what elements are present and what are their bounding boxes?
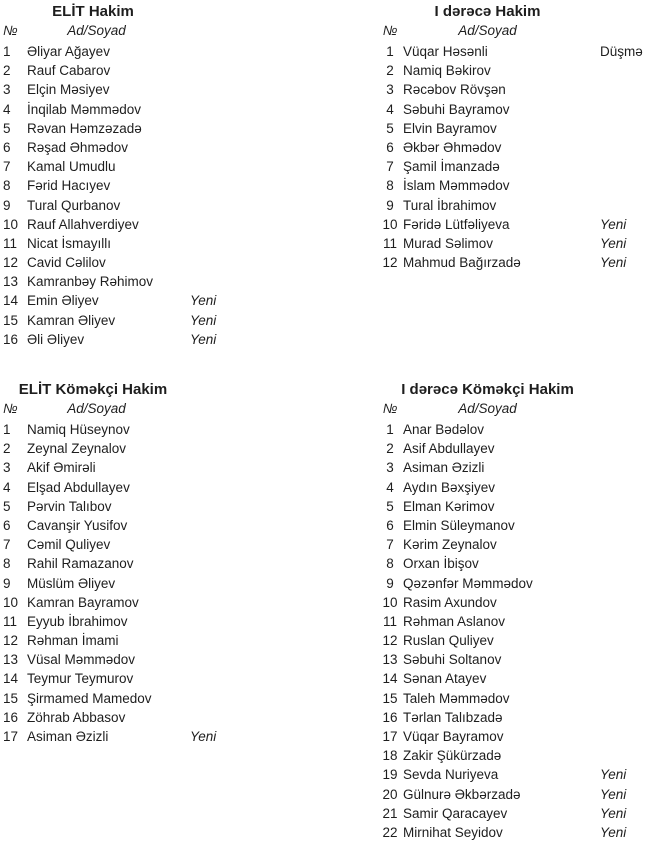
list-row bbox=[325, 727, 650, 746]
row-number: 19 bbox=[382, 767, 398, 783]
list-row bbox=[0, 439, 325, 458]
name-list bbox=[0, 42, 325, 349]
row-status bbox=[592, 631, 650, 650]
list-row bbox=[0, 196, 325, 215]
list-row bbox=[0, 689, 325, 708]
list-row bbox=[325, 554, 650, 573]
section-i-derece-komekci-hakim bbox=[325, 380, 650, 842]
list-row bbox=[325, 746, 650, 765]
row-status bbox=[592, 119, 650, 138]
row-number: 5 bbox=[3, 498, 11, 514]
row-name: Gülnurə Əkbərzadə bbox=[403, 786, 521, 802]
col-header-name: Ad/Soyad bbox=[67, 401, 126, 416]
row-number: 13 bbox=[3, 274, 19, 290]
row-number: 7 bbox=[386, 537, 394, 553]
row-status: Yeni bbox=[190, 331, 217, 347]
row-name: Orxan İbişov bbox=[403, 556, 479, 572]
row-number: 8 bbox=[3, 178, 11, 194]
row-status bbox=[186, 458, 246, 477]
row-name: Teymur Teymurov bbox=[27, 671, 134, 687]
row-status: Yeni bbox=[600, 235, 627, 251]
list-row bbox=[325, 119, 650, 138]
row-status bbox=[186, 689, 246, 708]
list-row bbox=[325, 535, 650, 554]
row-number: 4 bbox=[386, 101, 394, 117]
col-header-no: № bbox=[3, 23, 18, 38]
row-name: Qəzənfər Məmmədov bbox=[403, 575, 533, 591]
list-row bbox=[0, 234, 325, 253]
row-number: 11 bbox=[382, 235, 397, 251]
list-row bbox=[325, 215, 650, 234]
row-status: Yeni bbox=[600, 767, 627, 783]
row-name: Sevda Nuriyeva bbox=[403, 767, 499, 783]
list-row bbox=[0, 554, 325, 573]
list-row bbox=[325, 61, 650, 80]
col-header-no: № bbox=[382, 23, 398, 38]
row-status: Yeni bbox=[190, 293, 217, 309]
row-name: Rauf Cabarov bbox=[27, 63, 111, 79]
row-number: 3 bbox=[3, 82, 11, 98]
row-number: 15 bbox=[382, 690, 398, 706]
list-row bbox=[0, 458, 325, 477]
list-row bbox=[0, 631, 325, 650]
section-title: I dərəcə Hakim bbox=[434, 3, 541, 20]
row-number: 9 bbox=[3, 197, 11, 213]
row-status: Yeni bbox=[190, 729, 217, 744]
row-status bbox=[186, 272, 246, 291]
row-name: Mirnihat Seyidov bbox=[403, 824, 503, 840]
section-elit-hakim bbox=[0, 2, 325, 349]
row-number: 5 bbox=[386, 498, 394, 514]
row-number: 7 bbox=[3, 537, 11, 553]
row-status bbox=[186, 574, 246, 593]
row-number: 10 bbox=[382, 594, 398, 610]
section-i-derece-hakim bbox=[325, 2, 650, 272]
list-row bbox=[325, 593, 650, 612]
row-status bbox=[186, 650, 246, 669]
row-name: Mahmud Bağırzadə bbox=[403, 255, 521, 271]
row-status bbox=[186, 234, 246, 253]
row-number: 2 bbox=[3, 441, 11, 457]
row-status: Yeni bbox=[600, 824, 627, 840]
list-row bbox=[325, 650, 650, 669]
list-row bbox=[0, 535, 325, 554]
row-name: Kamran Əliyev bbox=[27, 312, 116, 328]
list-row bbox=[0, 420, 325, 439]
row-status bbox=[592, 535, 650, 554]
row-status bbox=[186, 100, 246, 119]
row-number: 10 bbox=[3, 216, 19, 232]
row-number: 8 bbox=[386, 556, 394, 572]
row-status bbox=[592, 516, 650, 535]
row-name: Səbuhi Bayramov bbox=[403, 101, 510, 117]
row-status bbox=[186, 554, 246, 573]
row-name: Tural İbrahimov bbox=[403, 197, 497, 213]
row-status bbox=[186, 535, 246, 554]
list-row bbox=[325, 689, 650, 708]
list-row bbox=[325, 196, 650, 215]
name-list bbox=[325, 42, 650, 272]
row-name: Şamil İmanzadə bbox=[403, 159, 500, 175]
column-headers bbox=[325, 21, 650, 40]
section-title: I dərəcə Köməkçi Hakim bbox=[401, 381, 574, 398]
row-status bbox=[592, 727, 650, 746]
row-name: Kamal Umudlu bbox=[27, 159, 116, 175]
row-name: Rauf Allahverdiyev bbox=[27, 216, 139, 232]
row-number: 16 bbox=[3, 331, 19, 347]
row-number: 4 bbox=[3, 101, 11, 117]
list-row bbox=[0, 291, 325, 310]
row-name: Sənan Atayev bbox=[403, 671, 487, 687]
list-row bbox=[325, 100, 650, 119]
row-number: 10 bbox=[382, 216, 398, 232]
list-row bbox=[0, 272, 325, 291]
row-number: 15 bbox=[3, 690, 19, 706]
row-number: 1 bbox=[3, 44, 11, 59]
row-status bbox=[592, 80, 650, 99]
row-status bbox=[592, 138, 650, 157]
row-status: Yeni bbox=[190, 312, 217, 328]
row-number: 17 bbox=[382, 729, 398, 744]
row-status bbox=[186, 593, 246, 612]
row-number: 8 bbox=[3, 556, 11, 572]
row-name: Cavid Cəlilov bbox=[27, 255, 106, 271]
list-row bbox=[0, 80, 325, 99]
list-row bbox=[325, 458, 650, 477]
list-row bbox=[325, 804, 650, 823]
row-name: Rəşad Əhmədov bbox=[27, 139, 128, 155]
row-name: Murad Səlimov bbox=[403, 235, 494, 251]
row-name: Rəhman İmami bbox=[27, 633, 119, 649]
row-name: Elçin Məsiyev bbox=[27, 82, 110, 98]
list-row bbox=[325, 42, 650, 61]
list-row bbox=[0, 311, 325, 330]
row-number: 2 bbox=[386, 441, 394, 457]
row-name: Əkbər Əhmədov bbox=[403, 139, 502, 155]
column-headers bbox=[325, 399, 650, 418]
row-name: Kamranbəy Rəhimov bbox=[27, 274, 154, 290]
column-headers bbox=[0, 21, 325, 40]
list-row bbox=[325, 497, 650, 516]
row-number: 11 bbox=[382, 613, 397, 629]
row-number: 7 bbox=[3, 159, 11, 175]
list-row bbox=[325, 420, 650, 439]
list-row bbox=[0, 708, 325, 727]
row-status bbox=[186, 497, 246, 516]
row-number: 4 bbox=[386, 479, 394, 495]
list-row bbox=[0, 669, 325, 688]
list-row bbox=[325, 234, 650, 253]
row-number: 14 bbox=[3, 671, 19, 687]
row-number: 5 bbox=[3, 120, 11, 136]
row-status bbox=[186, 176, 246, 195]
list-row bbox=[0, 497, 325, 516]
row-status bbox=[592, 689, 650, 708]
list-row bbox=[325, 574, 650, 593]
list-row bbox=[325, 785, 650, 804]
row-name: Samir Qaracayev bbox=[403, 805, 508, 821]
row-status bbox=[592, 157, 650, 176]
row-status bbox=[592, 574, 650, 593]
row-name: Kərim Zeynalov bbox=[403, 537, 497, 553]
list-row bbox=[325, 478, 650, 497]
row-status bbox=[186, 439, 246, 458]
name-list bbox=[0, 420, 325, 746]
list-row bbox=[0, 650, 325, 669]
list-row bbox=[325, 612, 650, 631]
row-status: Yeni bbox=[600, 216, 627, 232]
row-name: Eyyub İbrahimov bbox=[27, 613, 128, 629]
row-status bbox=[186, 42, 246, 61]
row-name: Tural Qurbanov bbox=[27, 197, 121, 213]
list-row bbox=[325, 439, 650, 458]
row-name: Fərid Hacıyev bbox=[27, 178, 111, 194]
row-status bbox=[186, 612, 246, 631]
list-row bbox=[0, 330, 325, 349]
row-name: Vüsal Məmmədov bbox=[27, 652, 136, 668]
row-name: Aydın Bəxşiyev bbox=[403, 479, 496, 495]
row-name: Zöhrab Abbasov bbox=[27, 709, 126, 725]
row-number: 6 bbox=[3, 139, 11, 155]
list-row bbox=[0, 138, 325, 157]
row-name: Şirmamed Mamedov bbox=[27, 690, 152, 706]
row-name: Cavanşir Yusifov bbox=[27, 517, 128, 533]
row-name: Anar Bədəlov bbox=[403, 422, 485, 437]
list-row bbox=[325, 765, 650, 784]
row-name: Zakir Şükürzadə bbox=[403, 748, 502, 764]
row-name: Müslüm Əliyev bbox=[27, 575, 116, 591]
col-header-no: № bbox=[3, 401, 18, 416]
row-name: Asif Abdullayev bbox=[403, 441, 495, 457]
name-list bbox=[325, 420, 650, 842]
row-number: 3 bbox=[386, 82, 394, 98]
row-number: 4 bbox=[3, 479, 11, 495]
row-number: 2 bbox=[386, 63, 394, 79]
section-title: ELİT Hakim bbox=[52, 3, 134, 20]
list-row bbox=[325, 823, 650, 842]
row-status bbox=[186, 215, 246, 234]
list-row bbox=[0, 61, 325, 80]
row-number: 9 bbox=[386, 575, 394, 591]
row-status bbox=[592, 478, 650, 497]
row-name: Taleh Məmmədov bbox=[403, 690, 510, 706]
list-row bbox=[0, 119, 325, 138]
row-number: 6 bbox=[3, 517, 11, 533]
list-row bbox=[325, 176, 650, 195]
row-status bbox=[186, 631, 246, 650]
row-status bbox=[186, 119, 246, 138]
row-name: Tərlan Talıbzadə bbox=[403, 709, 503, 725]
col-header-name: Ad/Soyad bbox=[458, 23, 517, 38]
row-name: Elşad Abdullayev bbox=[27, 479, 130, 495]
list-row bbox=[0, 612, 325, 631]
row-status bbox=[592, 650, 650, 669]
row-name: Rəvan Həmzəzadə bbox=[27, 120, 142, 136]
row-status bbox=[592, 176, 650, 195]
row-name: İnqilab Məmmədov bbox=[27, 101, 142, 117]
row-number: 22 bbox=[382, 824, 398, 840]
row-number: 2 bbox=[3, 63, 11, 79]
row-number: 3 bbox=[386, 460, 394, 476]
col-header-no: № bbox=[382, 401, 398, 416]
row-number: 18 bbox=[382, 748, 398, 764]
row-status bbox=[186, 61, 246, 80]
row-status bbox=[186, 138, 246, 157]
row-status bbox=[592, 593, 650, 612]
list-row bbox=[325, 669, 650, 688]
row-number: 8 bbox=[386, 178, 394, 194]
row-status bbox=[592, 612, 650, 631]
row-name: Nicat İsmayıllı bbox=[27, 235, 112, 251]
row-number: 9 bbox=[3, 575, 11, 591]
row-number: 11 bbox=[3, 613, 18, 629]
row-name: Asiman Əzizli bbox=[403, 460, 485, 476]
row-number: 12 bbox=[3, 255, 19, 271]
row-status bbox=[186, 708, 246, 727]
list-row bbox=[0, 215, 325, 234]
row-status bbox=[592, 746, 650, 765]
row-status bbox=[592, 708, 650, 727]
section-elit-komekci-hakim bbox=[0, 380, 325, 746]
row-status bbox=[592, 100, 650, 119]
row-name: Əliyar Ağayev bbox=[27, 44, 110, 59]
row-number: 7 bbox=[386, 159, 394, 175]
row-number: 20 bbox=[382, 786, 398, 802]
row-name: Zeynal Zeynalov bbox=[27, 441, 127, 457]
row-status bbox=[186, 253, 246, 272]
row-number: 13 bbox=[382, 652, 398, 668]
row-number: 13 bbox=[3, 652, 19, 668]
row-name: Kamran Bayramov bbox=[27, 594, 139, 610]
row-status bbox=[186, 157, 246, 176]
row-status: Yeni bbox=[600, 786, 627, 802]
list-row bbox=[325, 157, 650, 176]
row-status bbox=[592, 439, 650, 458]
row-number: 5 bbox=[386, 120, 394, 136]
row-number: 21 bbox=[382, 805, 398, 821]
row-name: Əli Əliyev bbox=[27, 331, 85, 347]
row-name: Vüqar Bayramov bbox=[403, 729, 504, 744]
list-row bbox=[325, 253, 650, 272]
row-name: Rəhman Aslanov bbox=[403, 613, 506, 629]
row-number: 16 bbox=[3, 709, 19, 725]
col-header-name: Ad/Soyad bbox=[458, 401, 517, 416]
row-name: Emin Əliyev bbox=[27, 293, 99, 309]
section-title: ELİT Köməkçi Hakim bbox=[18, 381, 168, 398]
row-status bbox=[186, 80, 246, 99]
row-status: Yeni bbox=[600, 805, 627, 821]
row-number: 17 bbox=[3, 729, 19, 744]
row-number: 14 bbox=[3, 293, 19, 309]
row-status bbox=[592, 61, 650, 80]
list-row bbox=[0, 157, 325, 176]
row-status: Yeni bbox=[600, 255, 627, 271]
row-name: Rahil Ramazanov bbox=[27, 556, 134, 572]
row-number: 1 bbox=[386, 44, 394, 59]
row-name: Namiq Hüseynov bbox=[27, 422, 130, 437]
row-number: 1 bbox=[386, 422, 394, 437]
row-status bbox=[592, 497, 650, 516]
row-number: 12 bbox=[3, 633, 19, 649]
row-name: Elmin Süleymanov bbox=[403, 517, 515, 533]
list-row bbox=[325, 138, 650, 157]
row-name: Elman Kərimov bbox=[403, 498, 495, 514]
list-row bbox=[0, 100, 325, 119]
list-row bbox=[0, 727, 325, 746]
row-number: 16 bbox=[382, 709, 398, 725]
row-number: 15 bbox=[3, 312, 19, 328]
row-number: 10 bbox=[3, 594, 19, 610]
row-number: 1 bbox=[3, 422, 11, 437]
row-number: 14 bbox=[382, 671, 398, 687]
list-row bbox=[0, 574, 325, 593]
row-status bbox=[186, 516, 246, 535]
row-status bbox=[592, 420, 650, 439]
col-header-name: Ad/Soyad bbox=[67, 23, 126, 38]
row-name: Cəmil Quliyev bbox=[27, 537, 111, 553]
row-name: Ruslan Quliyev bbox=[403, 633, 494, 649]
row-name: Səbuhi Soltanov bbox=[403, 652, 502, 668]
row-name: İslam Məmmədov bbox=[403, 178, 510, 194]
column-headers bbox=[0, 399, 325, 418]
list-row bbox=[325, 80, 650, 99]
row-number: 9 bbox=[386, 197, 394, 213]
row-status bbox=[592, 669, 650, 688]
row-number: 11 bbox=[3, 235, 18, 251]
row-status bbox=[186, 196, 246, 215]
list-row bbox=[0, 176, 325, 195]
row-number: 3 bbox=[3, 460, 11, 476]
row-name: Rasim Axundov bbox=[403, 594, 497, 610]
row-status: Düşmə bbox=[600, 44, 643, 59]
row-status bbox=[186, 478, 246, 497]
row-status bbox=[592, 458, 650, 477]
row-number: 12 bbox=[382, 255, 398, 271]
row-name: Elvin Bayramov bbox=[403, 120, 497, 136]
row-name: Akif Əmirəli bbox=[27, 460, 96, 476]
row-name: Rəcəbov Rövşən bbox=[403, 82, 506, 98]
list-row bbox=[0, 516, 325, 535]
row-status bbox=[592, 554, 650, 573]
list-row bbox=[325, 516, 650, 535]
row-status bbox=[186, 669, 246, 688]
row-name: Namiq Bəkirov bbox=[403, 63, 491, 79]
row-status bbox=[186, 420, 246, 439]
row-number: 6 bbox=[386, 139, 394, 155]
row-status bbox=[592, 196, 650, 215]
list-row bbox=[0, 253, 325, 272]
list-row bbox=[325, 631, 650, 650]
list-row bbox=[0, 42, 325, 61]
row-name: Fəridə Lütfəliyeva bbox=[403, 216, 510, 232]
list-row bbox=[325, 708, 650, 727]
row-name: Asiman Əzizli bbox=[27, 729, 109, 744]
list-row bbox=[0, 478, 325, 497]
row-name: Pərvin Talıbov bbox=[27, 498, 112, 514]
row-name: Vüqar Həsənli bbox=[403, 44, 488, 59]
row-number: 12 bbox=[382, 633, 398, 649]
list-row bbox=[0, 593, 325, 612]
row-number: 6 bbox=[386, 517, 394, 533]
